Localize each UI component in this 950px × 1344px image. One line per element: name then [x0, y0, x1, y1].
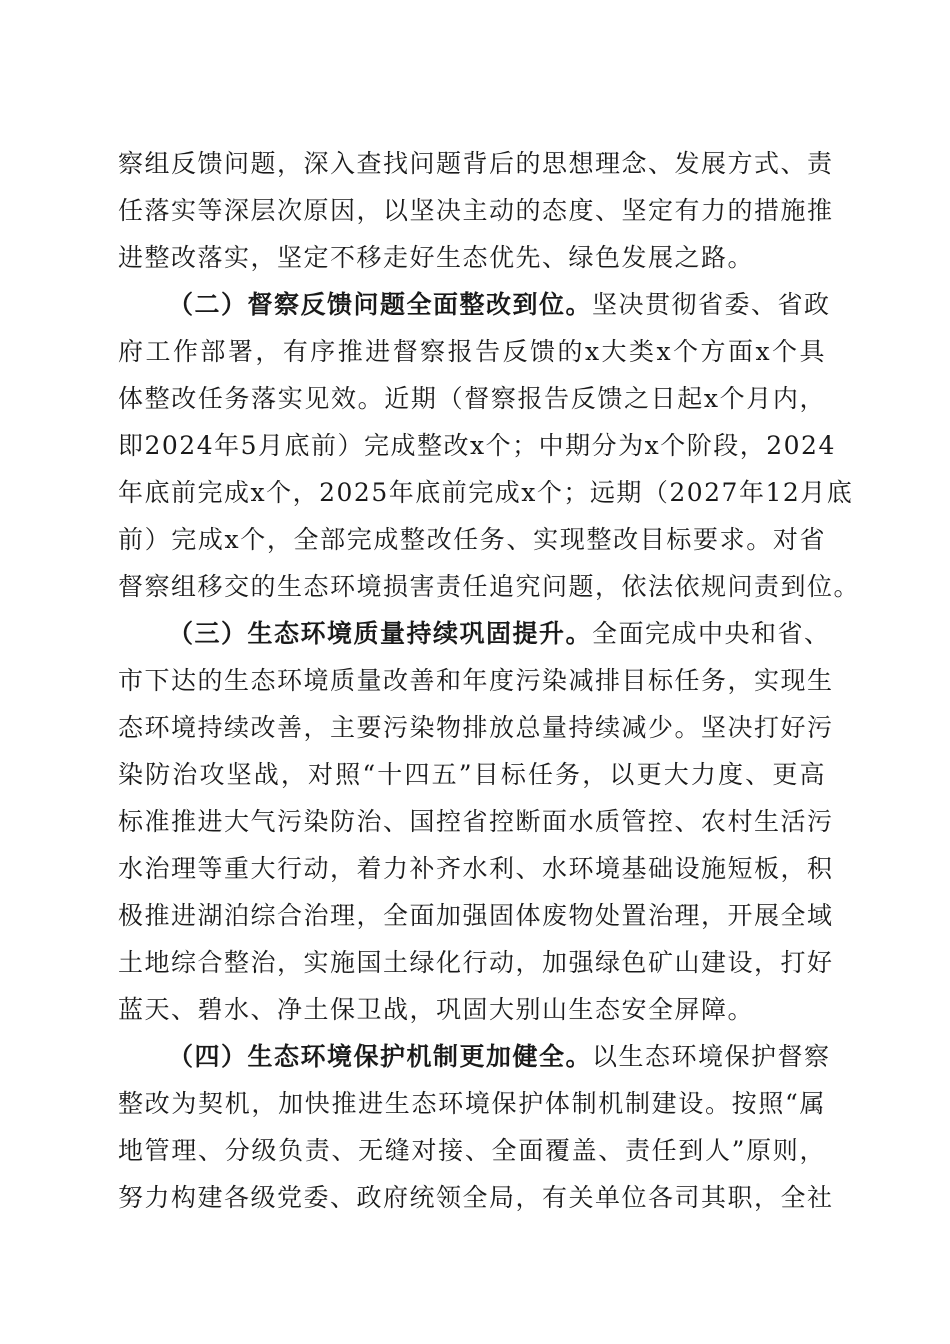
paragraph-first-line	[118, 610, 831, 657]
paragraph-4	[118, 1033, 834, 1221]
text-line: 体整改任务落实见效。近期（督察报告反馈之日起x个月内，	[118, 384, 826, 413]
text-line: 前）完成x个，全部完成整改任务、实现整改目标要求。对省	[118, 525, 826, 554]
text-line: 态环境持续改善，主要污染物排放总量持续减少。坚决打好污	[118, 713, 834, 742]
paragraph-2	[118, 281, 861, 610]
paragraph-3	[118, 610, 834, 1033]
text-line: 府工作部署，有序推进督察报告反馈的x大类x个方面x个具	[118, 337, 826, 366]
text-line: 即2024年5月底前）完成整改x个；中期分为x个阶段，2024	[118, 431, 836, 460]
text-line: 水治理等重大行动，着力补齐水利、水环境基础设施短板，积	[118, 854, 834, 883]
paragraph-1	[118, 140, 834, 281]
section-heading: （二）督察反馈问题全面整改到位。	[168, 290, 593, 319]
text-line: 地管理、分级负责、无缝对接、全面覆盖、责任到人”原则，	[118, 1136, 826, 1165]
text-line: 标准推进大气污染防治、国控省控断面水质管控、农村生活污	[118, 807, 834, 836]
section-heading: （三）生态环境质量持续巩固提升。	[168, 619, 593, 648]
text-line: 察组反馈问题，深入查找问题背后的思想理念、发展方式、责	[118, 149, 834, 178]
paragraph-first-line	[118, 281, 831, 328]
document-body	[118, 140, 861, 1221]
text-line: 整改为契机，加快推进生态环境保护体制机制建设。按照“属	[118, 1089, 826, 1118]
text-line: 年底前完成x个，2025年底前完成x个；远期（2027年12月底	[118, 478, 854, 507]
text-line: 督察组移交的生态环境损害责任追究问题，依法依规问责到位。	[118, 572, 861, 601]
text-line: 蓝天、碧水、净土保卫战，巩固大别山生态安全屏障。	[118, 995, 755, 1024]
text-line: 市下达的生态环境质量改善和年度污染减排目标任务，实现生	[118, 666, 834, 695]
text-line: 进整改落实，坚定不移走好生态优先、绿色发展之路。	[118, 243, 755, 272]
text-line: 土地综合整治，实施国土绿化行动，加强绿色矿山建设，打好	[118, 948, 834, 977]
text-line: 任落实等深层次原因，以坚决主动的态度、坚定有力的措施推	[118, 196, 834, 225]
paragraph-first-line	[118, 1033, 831, 1080]
text-run: 坚决贯彻省委、省政	[592, 290, 831, 319]
text-line: 染防治攻坚战，对照“十四五”目标任务，以更大力度、更高	[118, 760, 826, 789]
text-run: 以生态环境保护督察	[592, 1042, 831, 1071]
text-line: 极推进湖泊综合治理，全面加强固体废物处置治理，开展全域	[118, 901, 834, 930]
text-line: 努力构建各级党委、政府统领全局，有关单位各司其职，全社	[118, 1183, 834, 1212]
section-heading: （四）生态环境保护机制更加健全。	[168, 1042, 593, 1071]
text-run: 全面完成中央和省、	[592, 619, 831, 648]
